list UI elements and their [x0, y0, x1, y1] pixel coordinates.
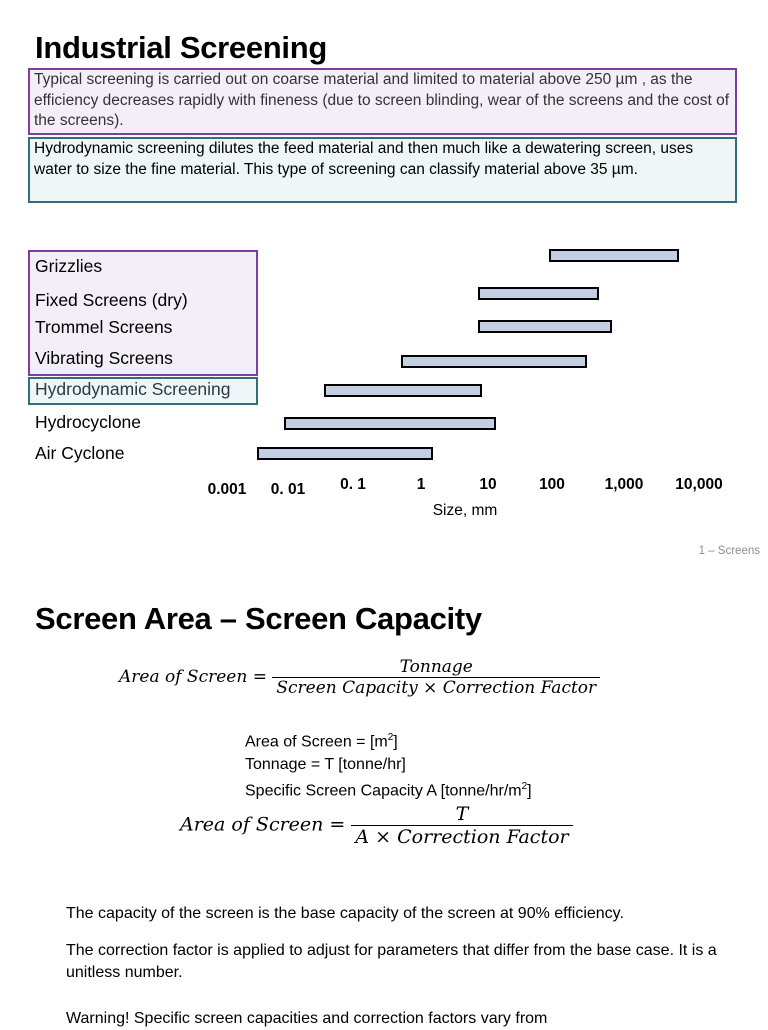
- category-label-vibrating-screens: Vibrating Screens: [35, 348, 173, 368]
- coarse-screening-text: Typical screening is carried out on coarse material and limited to material above 250 µm , as the efficiency decreases rapidly with fineness (due to screen blinding, wear of the screens and the cost of the screens).: [34, 71, 730, 129]
- capacity-paragraph: The capacity of the screen is the base capacity of the screen at 90% efficiency.: [66, 905, 624, 922]
- hydrodynamic-note: [28, 137, 737, 203]
- range-bar-grizzlies: [549, 249, 679, 262]
- x-tick-label: 0.001: [207, 481, 247, 498]
- formula-fraction: [351, 803, 572, 848]
- hydrodynamic-text: Hydrodynamic screening dilutes the feed material and then much like a dewatering screen, uses water to size the fine material. This type of screening can classify material above 35 µm.: [34, 140, 694, 178]
- formula-denominator: A × Correction Factor: [351, 825, 572, 848]
- definition-tail: ]: [393, 733, 398, 751]
- slide-footer: 1 – Screens: [698, 545, 760, 557]
- range-bar-trommel-screens: [478, 320, 612, 333]
- range-bar-vibrating-screens: [401, 355, 587, 368]
- category-label-grizzlies: Grizzlies: [35, 256, 103, 276]
- definition-text: Specific Screen Capacity A [tonne/hr/m: [245, 782, 522, 800]
- range-bar-air-cyclone: [257, 447, 433, 460]
- formula-lhs: Area of Screen =: [119, 667, 267, 687]
- warning-paragraph: Warning! Specific screen capacities and correction factors vary from: [66, 1010, 548, 1027]
- definition-text: Area of Screen = [m: [245, 733, 388, 751]
- formula-numerator: T: [455, 803, 469, 825]
- formula-numerator: Tonnage: [399, 657, 473, 677]
- category-label-fixed-screens: Fixed Screens (dry): [35, 290, 188, 310]
- range-bar-hydrocyclone: [284, 417, 496, 430]
- area-formula-full: [119, 657, 600, 698]
- definition-text: Tonnage = T [tonne/hr]: [245, 755, 406, 773]
- formula-denominator: Screen Capacity × Correction Factor: [272, 677, 600, 698]
- x-tick-label: 10,000: [675, 476, 723, 493]
- x-tick-label: 1,000: [604, 476, 644, 493]
- formula-lhs: Area of Screen =: [180, 813, 346, 836]
- definition-tonnage: [245, 754, 532, 777]
- superscript: 2: [387, 732, 394, 743]
- x-tick-label: 0. 1: [340, 476, 366, 493]
- correction-factor-paragraph: The correction factor is applied to adjust for parameters that differ from the base case. It is a unitless number.: [66, 942, 717, 981]
- slide1-title: Industrial Screening: [35, 30, 328, 65]
- category-label-hydrodynamic-screening: Hydrodynamic Screening: [35, 379, 231, 399]
- range-bar-fixed-screens: [478, 287, 599, 300]
- category-label-hydrocyclone: Hydrocyclone: [35, 412, 142, 432]
- coarse-screening-note: [28, 68, 737, 135]
- x-tick-label: 10: [479, 476, 497, 493]
- x-tick-label: 0. 01: [270, 481, 306, 498]
- x-axis-label: Size, mm: [432, 502, 498, 519]
- definition-tail: ]: [527, 782, 532, 800]
- x-tick-label: 100: [539, 476, 565, 493]
- superscript: 2: [521, 781, 528, 793]
- definition-capacity: [245, 776, 532, 803]
- area-formula-symbolic: [180, 803, 573, 848]
- variable-definitions: [245, 727, 532, 803]
- category-label-air-cyclone: Air Cyclone: [35, 443, 125, 463]
- range-bar-hydrodynamic-screening: [324, 384, 482, 397]
- definition-area: [245, 727, 532, 754]
- x-tick-label: 1: [416, 476, 426, 493]
- formula-fraction: [272, 657, 600, 698]
- category-label-trommel-screens: Trommel Screens: [35, 317, 173, 337]
- slide2-title: Screen Area – Screen Capacity: [35, 601, 482, 636]
